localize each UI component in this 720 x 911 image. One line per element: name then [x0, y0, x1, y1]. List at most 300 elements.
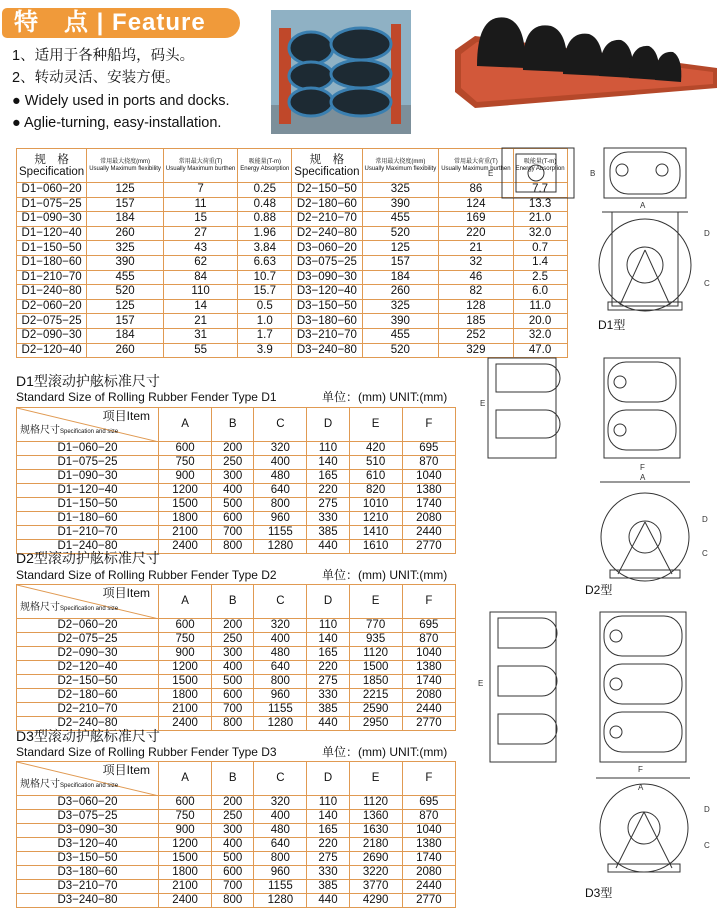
- size-value-cell: 1500: [349, 661, 402, 675]
- spec-header-cell: 常用最大挠度(mm) Usually Maximum flexibility: [362, 149, 439, 183]
- size-value-cell: 250: [212, 633, 254, 647]
- spec-cell: 520: [362, 343, 439, 358]
- size-value-cell: 1500: [159, 852, 212, 866]
- spec-cell: 32: [439, 255, 513, 270]
- size-value-cell: 900: [159, 824, 212, 838]
- spec-cell: 27: [163, 226, 237, 241]
- size-value-cell: 1380: [402, 484, 455, 498]
- spec-cell: 169: [439, 212, 513, 227]
- size-value-cell: 320: [254, 619, 307, 633]
- size-value-cell: 1210: [349, 512, 402, 526]
- col-header: D: [307, 585, 349, 619]
- spec-cell: D3−210−70: [292, 328, 362, 343]
- svg-text:E: E: [478, 679, 484, 688]
- spec-cell: 220: [439, 226, 513, 241]
- size-value-cell: 200: [212, 796, 254, 810]
- size-value-cell: 1380: [402, 838, 455, 852]
- size-value-cell: 750: [159, 456, 212, 470]
- size-value-cell: 700: [212, 703, 254, 717]
- spec-cell: D3−240−80: [292, 343, 362, 358]
- spec-cell: 31: [163, 328, 237, 343]
- spec-header-cell: 常用最大荷重(T) Usually Maximum burthen: [163, 149, 237, 183]
- size-value-cell: 2400: [159, 894, 212, 908]
- spec-cell: 0.88: [238, 212, 292, 227]
- size-spec-cell: D2−090−30: [17, 647, 159, 661]
- spec-cell: D2−180−60: [292, 197, 362, 212]
- size-value-cell: 2440: [402, 703, 455, 717]
- spec-cell: 124: [439, 197, 513, 212]
- spec-cell: 15: [163, 212, 237, 227]
- size-value-cell: 1120: [349, 647, 402, 661]
- spec-cell: 157: [362, 255, 439, 270]
- size-value-cell: 2080: [402, 689, 455, 703]
- size-value-cell: 140: [307, 633, 349, 647]
- size-value-cell: 700: [212, 526, 254, 540]
- spec-cell: D1−180−60: [17, 255, 87, 270]
- size-value-cell: 800: [212, 894, 254, 908]
- size-value-cell: 2770: [402, 894, 455, 908]
- spec-cell: 10.7: [238, 270, 292, 285]
- spec-cell: 86: [439, 183, 513, 198]
- size-row: [17, 470, 456, 484]
- size-value-cell: 1740: [402, 852, 455, 866]
- spec-header-cell: 常用最大荷重(T) Usually Maximum burthen: [439, 149, 513, 183]
- d2-unit: 单位：(mm) UNIT:(mm): [322, 568, 448, 582]
- size-value-cell: 3770: [349, 880, 402, 894]
- size-row: [17, 512, 456, 526]
- size-value-cell: 1740: [402, 675, 455, 689]
- d1-unit: 单位：(mm) UNIT:(mm): [322, 390, 448, 404]
- d1-drawing: [480, 140, 716, 325]
- spec-cell: D1−150−50: [17, 241, 87, 256]
- size-value-cell: 640: [254, 484, 307, 498]
- spec-cell: D1−075−25: [17, 197, 87, 212]
- size-spec-cell: D1−060−20: [17, 442, 159, 456]
- size-value-cell: 750: [159, 633, 212, 647]
- feature-line-2: 2、转动灵活、安装方便。: [12, 70, 180, 86]
- col-header: E: [349, 762, 402, 796]
- spec-cell: 0.48: [238, 197, 292, 212]
- spec-cell: 32.0: [513, 226, 567, 241]
- spec-cell: 47.0: [513, 343, 567, 358]
- size-spec-cell: D3−075−25: [17, 810, 159, 824]
- size-value-cell: 2400: [159, 717, 212, 731]
- size-spec-cell: D3−060−20: [17, 796, 159, 810]
- spec-cell: 43: [163, 241, 237, 256]
- size-row: [17, 810, 456, 824]
- size-value-cell: 110: [307, 619, 349, 633]
- svg-text:A: A: [638, 783, 644, 792]
- size-value-cell: 900: [159, 470, 212, 484]
- d2-size-table: [16, 584, 456, 731]
- spec-cell: D1−120−40: [17, 226, 87, 241]
- size-value-cell: 1155: [254, 880, 307, 894]
- spec-cell: 3.9: [238, 343, 292, 358]
- size-row: [17, 796, 456, 810]
- spec-cell: 55: [163, 343, 237, 358]
- spec-cell: 3.84: [238, 241, 292, 256]
- spec-header-cell: 吸能量(T-m) Energy Absorption: [513, 149, 567, 183]
- size-value-cell: 960: [254, 689, 307, 703]
- size-value-cell: 1010: [349, 498, 402, 512]
- size-value-cell: 400: [212, 484, 254, 498]
- spec-cell: 13.3: [513, 197, 567, 212]
- feature-line-1: 1、适用于各种船坞，码头。: [12, 48, 195, 64]
- col-header: B: [212, 408, 254, 442]
- size-value-cell: 1500: [159, 498, 212, 512]
- dim-label-c: C: [704, 279, 710, 288]
- size-spec-cell: D3−090−30: [17, 824, 159, 838]
- size-value-cell: 2080: [402, 866, 455, 880]
- size-value-cell: 695: [402, 442, 455, 456]
- size-value-cell: 400: [254, 633, 307, 647]
- spec-cell: 62: [163, 255, 237, 270]
- d3-size-table: [16, 761, 456, 908]
- spec-cell: 11: [163, 197, 237, 212]
- size-value-cell: 935: [349, 633, 402, 647]
- spec-cell: 329: [439, 343, 513, 358]
- svg-text:F: F: [638, 765, 643, 774]
- spec-cell: 1.7: [238, 328, 292, 343]
- size-corner-header: 项目Item 规格尺寸Specification and size: [17, 585, 159, 619]
- col-header: A: [159, 762, 212, 796]
- size-value-cell: 300: [212, 824, 254, 838]
- size-row: [17, 619, 456, 633]
- col-header: A: [159, 408, 212, 442]
- size-value-cell: 500: [212, 675, 254, 689]
- size-value-cell: 2400: [159, 540, 212, 554]
- spec-cell: D3−150−50: [292, 299, 362, 314]
- size-value-cell: 250: [212, 456, 254, 470]
- spec-cell: 0.5: [238, 299, 292, 314]
- size-value-cell: 1610: [349, 540, 402, 554]
- spec-cell: 32.0: [513, 328, 567, 343]
- spec-cell: 21: [163, 314, 237, 329]
- spec-header-cell: 规 格 Specification: [292, 149, 362, 183]
- size-value-cell: 2770: [402, 540, 455, 554]
- col-header: C: [254, 585, 307, 619]
- col-header: E: [349, 585, 402, 619]
- size-value-cell: 110: [307, 796, 349, 810]
- size-value-cell: 4290: [349, 894, 402, 908]
- size-value-cell: 400: [254, 810, 307, 824]
- col-header: B: [212, 762, 254, 796]
- size-value-cell: 600: [212, 512, 254, 526]
- d3-unit: 单位：(mm) UNIT:(mm): [322, 745, 448, 759]
- size-value-cell: 1040: [402, 647, 455, 661]
- spec-cell: 390: [87, 255, 164, 270]
- size-value-cell: 770: [349, 619, 402, 633]
- size-value-cell: 320: [254, 796, 307, 810]
- spec-cell: 21.0: [513, 212, 567, 227]
- col-header: C: [254, 762, 307, 796]
- size-value-cell: 700: [212, 880, 254, 894]
- size-corner-header: 项目Item 规格尺寸Specification and size: [17, 762, 159, 796]
- size-value-cell: 1280: [254, 540, 307, 554]
- size-value-cell: 2100: [159, 703, 212, 717]
- spec-cell: D2−210−70: [292, 212, 362, 227]
- spec-cell: 520: [362, 226, 439, 241]
- d3-title-en: Standard Size of Rolling Rubber Fender Type D3: [16, 745, 277, 759]
- svg-text:C: C: [702, 549, 708, 558]
- size-value-cell: 1155: [254, 703, 307, 717]
- size-value-cell: 1630: [349, 824, 402, 838]
- size-row: [17, 484, 456, 498]
- size-value-cell: 870: [402, 810, 455, 824]
- d3-drawing: [478, 606, 716, 884]
- size-value-cell: 610: [349, 470, 402, 484]
- spec-cell: 390: [362, 314, 439, 329]
- size-spec-cell: D1−090−30: [17, 470, 159, 484]
- spec-cell: 455: [362, 328, 439, 343]
- size-value-cell: 440: [307, 717, 349, 731]
- size-value-cell: 600: [212, 689, 254, 703]
- size-value-cell: 440: [307, 894, 349, 908]
- size-value-cell: 220: [307, 661, 349, 675]
- size-value-cell: 320: [254, 442, 307, 456]
- spec-cell: 46: [439, 270, 513, 285]
- spec-cell: D3−090−30: [292, 270, 362, 285]
- spec-cell: 185: [439, 314, 513, 329]
- spec-cell: 1.0: [238, 314, 292, 329]
- size-value-cell: 480: [254, 470, 307, 484]
- size-row: [17, 456, 456, 470]
- size-value-cell: 385: [307, 880, 349, 894]
- d2-title-en: Standard Size of Rolling Rubber Fender Type D2: [16, 568, 277, 582]
- size-value-cell: 960: [254, 866, 307, 880]
- spec-cell: 14: [163, 299, 237, 314]
- size-spec-cell: D2−120−40: [17, 661, 159, 675]
- size-value-cell: 385: [307, 526, 349, 540]
- size-row: [17, 633, 456, 647]
- size-value-cell: 300: [212, 647, 254, 661]
- size-value-cell: 275: [307, 498, 349, 512]
- size-value-cell: 480: [254, 647, 307, 661]
- spec-cell: 157: [87, 314, 164, 329]
- size-value-cell: 1800: [159, 512, 212, 526]
- size-value-cell: 600: [159, 619, 212, 633]
- size-value-cell: 500: [212, 852, 254, 866]
- d1-label: D1型: [598, 318, 626, 332]
- size-value-cell: 275: [307, 852, 349, 866]
- feature-line-4: ● Aglie-turning, easy-installation.: [12, 115, 222, 131]
- size-value-cell: 2770: [402, 717, 455, 731]
- d2-drawing: [480, 352, 716, 582]
- size-value-cell: 750: [159, 810, 212, 824]
- svg-text:D: D: [702, 515, 708, 524]
- spec-cell: 1.96: [238, 226, 292, 241]
- d1-title-zh: D1型滚动护舷标准尺寸: [16, 373, 160, 389]
- spec-cell: 11.0: [513, 299, 567, 314]
- size-value-cell: 695: [402, 796, 455, 810]
- col-header: F: [402, 408, 455, 442]
- spec-header-cell: 吸能量(T-m) Energy Absorption: [238, 149, 292, 183]
- size-row: [17, 661, 456, 675]
- size-value-cell: 400: [254, 456, 307, 470]
- spec-cell: D2−060−20: [17, 299, 87, 314]
- size-spec-cell: D2−210−70: [17, 703, 159, 717]
- product-photo-row: [455, 10, 717, 108]
- size-value-cell: 800: [254, 852, 307, 866]
- spec-cell: 260: [87, 226, 164, 241]
- size-spec-cell: D1−150−50: [17, 498, 159, 512]
- size-value-cell: 1740: [402, 498, 455, 512]
- size-value-cell: 330: [307, 689, 349, 703]
- spec-cell: 6.63: [238, 255, 292, 270]
- svg-text:C: C: [704, 841, 710, 850]
- spec-cell: 128: [439, 299, 513, 314]
- size-value-cell: 1040: [402, 470, 455, 484]
- size-spec-cell: D3−120−40: [17, 838, 159, 852]
- spec-cell: 15.7: [238, 285, 292, 300]
- spec-cell: 390: [362, 197, 439, 212]
- size-value-cell: 2080: [402, 512, 455, 526]
- spec-cell: 520: [87, 285, 164, 300]
- size-value-cell: 600: [159, 442, 212, 456]
- col-header: D: [307, 408, 349, 442]
- size-value-cell: 165: [307, 647, 349, 661]
- size-value-cell: 140: [307, 810, 349, 824]
- size-value-cell: 640: [254, 838, 307, 852]
- size-value-cell: 1360: [349, 810, 402, 824]
- size-value-cell: 800: [254, 498, 307, 512]
- size-spec-cell: D2−075−25: [17, 633, 159, 647]
- size-row: [17, 689, 456, 703]
- size-spec-cell: D1−120−40: [17, 484, 159, 498]
- size-value-cell: 2215: [349, 689, 402, 703]
- size-row: [17, 675, 456, 689]
- spec-cell: 110: [163, 285, 237, 300]
- spec-cell: 21: [439, 241, 513, 256]
- product-photo-stacked: [271, 10, 411, 134]
- size-value-cell: 2180: [349, 838, 402, 852]
- spec-cell: D2−120−40: [17, 343, 87, 358]
- size-value-cell: 385: [307, 703, 349, 717]
- size-value-cell: 695: [402, 619, 455, 633]
- size-value-cell: 400: [212, 838, 254, 852]
- size-row: [17, 498, 456, 512]
- size-value-cell: 1280: [254, 717, 307, 731]
- size-value-cell: 2690: [349, 852, 402, 866]
- spec-cell: 6.0: [513, 285, 567, 300]
- size-value-cell: 870: [402, 633, 455, 647]
- size-value-cell: 110: [307, 442, 349, 456]
- d2-label: D2型: [585, 583, 613, 597]
- col-header: C: [254, 408, 307, 442]
- size-value-cell: 1800: [159, 866, 212, 880]
- d1-title-en: Standard Size of Rolling Rubber Fender Type D1: [16, 390, 277, 404]
- size-value-cell: 1800: [159, 689, 212, 703]
- spec-cell: 260: [87, 343, 164, 358]
- size-value-cell: 220: [307, 838, 349, 852]
- col-header: D: [307, 762, 349, 796]
- size-value-cell: 1280: [254, 894, 307, 908]
- spec-cell: D2−240−80: [292, 226, 362, 241]
- spec-cell: D1−240−80: [17, 285, 87, 300]
- d3-label: D3型: [585, 886, 613, 900]
- size-value-cell: 2590: [349, 703, 402, 717]
- svg-text:A: A: [640, 473, 646, 482]
- spec-cell: 125: [362, 241, 439, 256]
- size-corner-header: 项目Item 规格尺寸Specification and size: [17, 408, 159, 442]
- size-value-cell: 2440: [402, 880, 455, 894]
- size-value-cell: 250: [212, 810, 254, 824]
- spec-cell: D1−060−20: [17, 183, 87, 198]
- spec-cell: 84: [163, 270, 237, 285]
- size-value-cell: 480: [254, 824, 307, 838]
- size-value-cell: 820: [349, 484, 402, 498]
- size-value-cell: 1850: [349, 675, 402, 689]
- spec-cell: D2−090−30: [17, 328, 87, 343]
- svg-text:F: F: [640, 463, 645, 472]
- size-spec-cell: D1−180−60: [17, 512, 159, 526]
- spec-cell: 184: [362, 270, 439, 285]
- size-value-cell: 600: [159, 796, 212, 810]
- size-row: [17, 866, 456, 880]
- size-spec-cell: D2−180−60: [17, 689, 159, 703]
- size-value-cell: 2440: [402, 526, 455, 540]
- size-row: [17, 824, 456, 838]
- svg-text:D: D: [704, 805, 710, 814]
- spec-cell: 455: [87, 270, 164, 285]
- size-row: [17, 647, 456, 661]
- spec-cell: 184: [87, 212, 164, 227]
- size-value-cell: 2950: [349, 717, 402, 731]
- size-value-cell: 900: [159, 647, 212, 661]
- size-spec-cell: D2−240−80: [17, 717, 159, 731]
- spec-cell: 125: [87, 299, 164, 314]
- size-value-cell: 220: [307, 484, 349, 498]
- feature-line-3: ● Widely used in ports and docks.: [12, 93, 230, 109]
- size-value-cell: 420: [349, 442, 402, 456]
- size-value-cell: 2100: [159, 880, 212, 894]
- spec-cell: 184: [87, 328, 164, 343]
- size-value-cell: 500: [212, 498, 254, 512]
- size-value-cell: 140: [307, 456, 349, 470]
- size-row: [17, 838, 456, 852]
- size-value-cell: 300: [212, 470, 254, 484]
- size-spec-cell: D3−180−60: [17, 866, 159, 880]
- size-value-cell: 1200: [159, 661, 212, 675]
- size-value-cell: 800: [254, 675, 307, 689]
- col-header: A: [159, 585, 212, 619]
- size-value-cell: 800: [212, 540, 254, 554]
- feature-badge: 特 点 | Feature: [2, 8, 240, 38]
- col-header: F: [402, 585, 455, 619]
- size-value-cell: 600: [212, 866, 254, 880]
- size-value-cell: 1200: [159, 484, 212, 498]
- size-value-cell: 200: [212, 619, 254, 633]
- spec-cell: D3−120−40: [292, 285, 362, 300]
- spec-cell: 7.7: [513, 183, 567, 198]
- spec-cell: 325: [87, 241, 164, 256]
- spec-cell: 157: [87, 197, 164, 212]
- size-value-cell: 165: [307, 470, 349, 484]
- size-value-cell: 400: [212, 661, 254, 675]
- size-row: [17, 852, 456, 866]
- size-value-cell: 1380: [402, 661, 455, 675]
- d3-title-zh: D3型滚动护舷标准尺寸: [16, 728, 160, 744]
- spec-cell: D2−075−25: [17, 314, 87, 329]
- spec-cell: 7: [163, 183, 237, 198]
- col-header: E: [349, 408, 402, 442]
- size-spec-cell: D1−075−25: [17, 456, 159, 470]
- size-value-cell: 3220: [349, 866, 402, 880]
- spec-row: [17, 328, 568, 343]
- spec-cell: D3−060−20: [292, 241, 362, 256]
- spec-cell: 0.7: [513, 241, 567, 256]
- size-spec-cell: D1−210−70: [17, 526, 159, 540]
